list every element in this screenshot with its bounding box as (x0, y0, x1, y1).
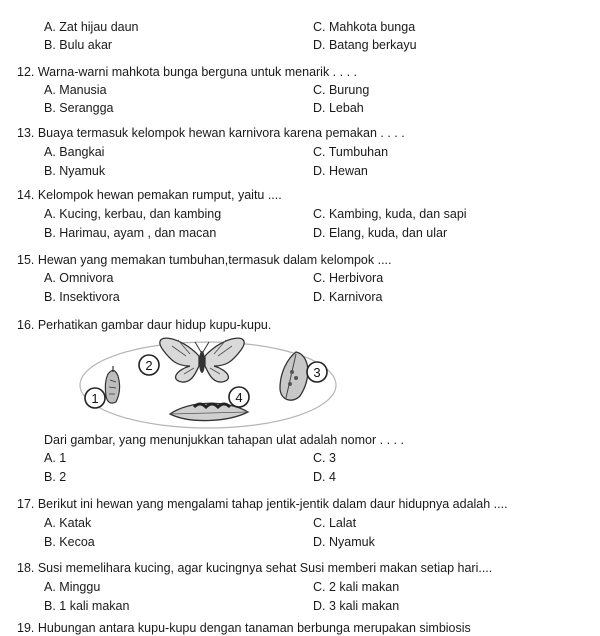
q16-option-c: C. 3 (313, 451, 336, 465)
label-3: 3 (313, 365, 321, 380)
q11-option-d: D. Batang berkayu (313, 38, 417, 52)
q19-question-cut: 19. Hubungan antara kupu-kupu dengan tanaman berbunga merupakan simbiosis (17, 621, 471, 635)
q16-option-b: B. 2 (44, 470, 67, 484)
q16-question: 16. Perhatikan gambar daur hidup kupu-kupu. (17, 318, 272, 332)
butterfly-icon (160, 338, 244, 382)
q15-option-b: B. Insektivora (44, 290, 120, 304)
q15-option-c: C. Herbivora (313, 271, 384, 285)
q17-option-c: C. Lalat (313, 516, 357, 530)
q18-option-c: C. 2 kali makan (313, 580, 400, 594)
q14-option-a: A. Kucing, kerbau, dan kambing (44, 207, 222, 221)
q15-question: 15. Hewan yang memakan tumbuhan,termasuk dalam kelompok .... (17, 253, 392, 267)
q12-option-a: A. Manusia (44, 83, 107, 97)
q11-option-c: C. Mahkota bunga (313, 20, 416, 34)
q11-option-a: A. Zat hijau daun (44, 20, 139, 34)
label-1: 1 (91, 391, 99, 406)
q12-option-c: C. Burung (313, 83, 370, 97)
q18-option-b: B. 1 kali makan (44, 599, 130, 613)
q17-option-b: B. Kecoa (44, 535, 95, 549)
label-4: 4 (235, 390, 243, 405)
q15-option-d: D. Karnivora (313, 290, 383, 304)
q16-option-a: A. 1 (44, 451, 67, 465)
q17-option-a: A. Katak (44, 516, 92, 530)
q13-option-a: A. Bangkai (44, 145, 105, 159)
q12-question: 12. Warna-warni mahkota bunga berguna untuk menarik . . . . (17, 65, 357, 79)
leaf-with-eggs-icon (280, 352, 308, 400)
q17-question: 17. Berikut ini hewan yang mengalami tahap jentik-jentik dalam daur hidupnya adalah .... (17, 497, 508, 511)
q15-option-a: A. Omnivora (44, 271, 114, 285)
q16-prompt: Dari gambar, yang menunjukkan tahapan ulat adalah nomor . . . . (44, 433, 404, 447)
q14-option-d: D. Elang, kuda, dan ular (313, 226, 448, 240)
q13-option-b: B. Nyamuk (44, 164, 106, 178)
q13-option-c: C. Tumbuhan (313, 145, 389, 159)
q12-option-d: D. Lebah (313, 101, 364, 115)
q16-option-d: D. 4 (313, 470, 336, 484)
q14-option-c: C. Kambing, kuda, dan sapi (313, 207, 467, 221)
q14-option-b: B. Harimau, ayam , dan macan (44, 226, 217, 240)
q12-option-b: B. Serangga (44, 101, 114, 115)
q18-option-d: D. 3 kali makan (313, 599, 400, 613)
q18-option-a: A. Minggu (44, 580, 101, 594)
label-2: 2 (145, 358, 153, 373)
q18-question: 18. Susi memelihara kucing, agar kucingnya sehat Susi memberi makan setiap hari.... (17, 561, 493, 575)
q13-option-d: D. Hewan (313, 164, 368, 178)
q17-option-d: D. Nyamuk (313, 535, 375, 549)
q13-question: 13. Buaya termasuk kelompok hewan karnivora karena pemakan . . . . (17, 126, 405, 140)
q11-option-b: B. Bulu akar (44, 38, 113, 52)
q14-question: 14. Kelompok hewan pemakan rumput, yaitu .... (17, 188, 282, 202)
pupa-icon (105, 366, 119, 403)
